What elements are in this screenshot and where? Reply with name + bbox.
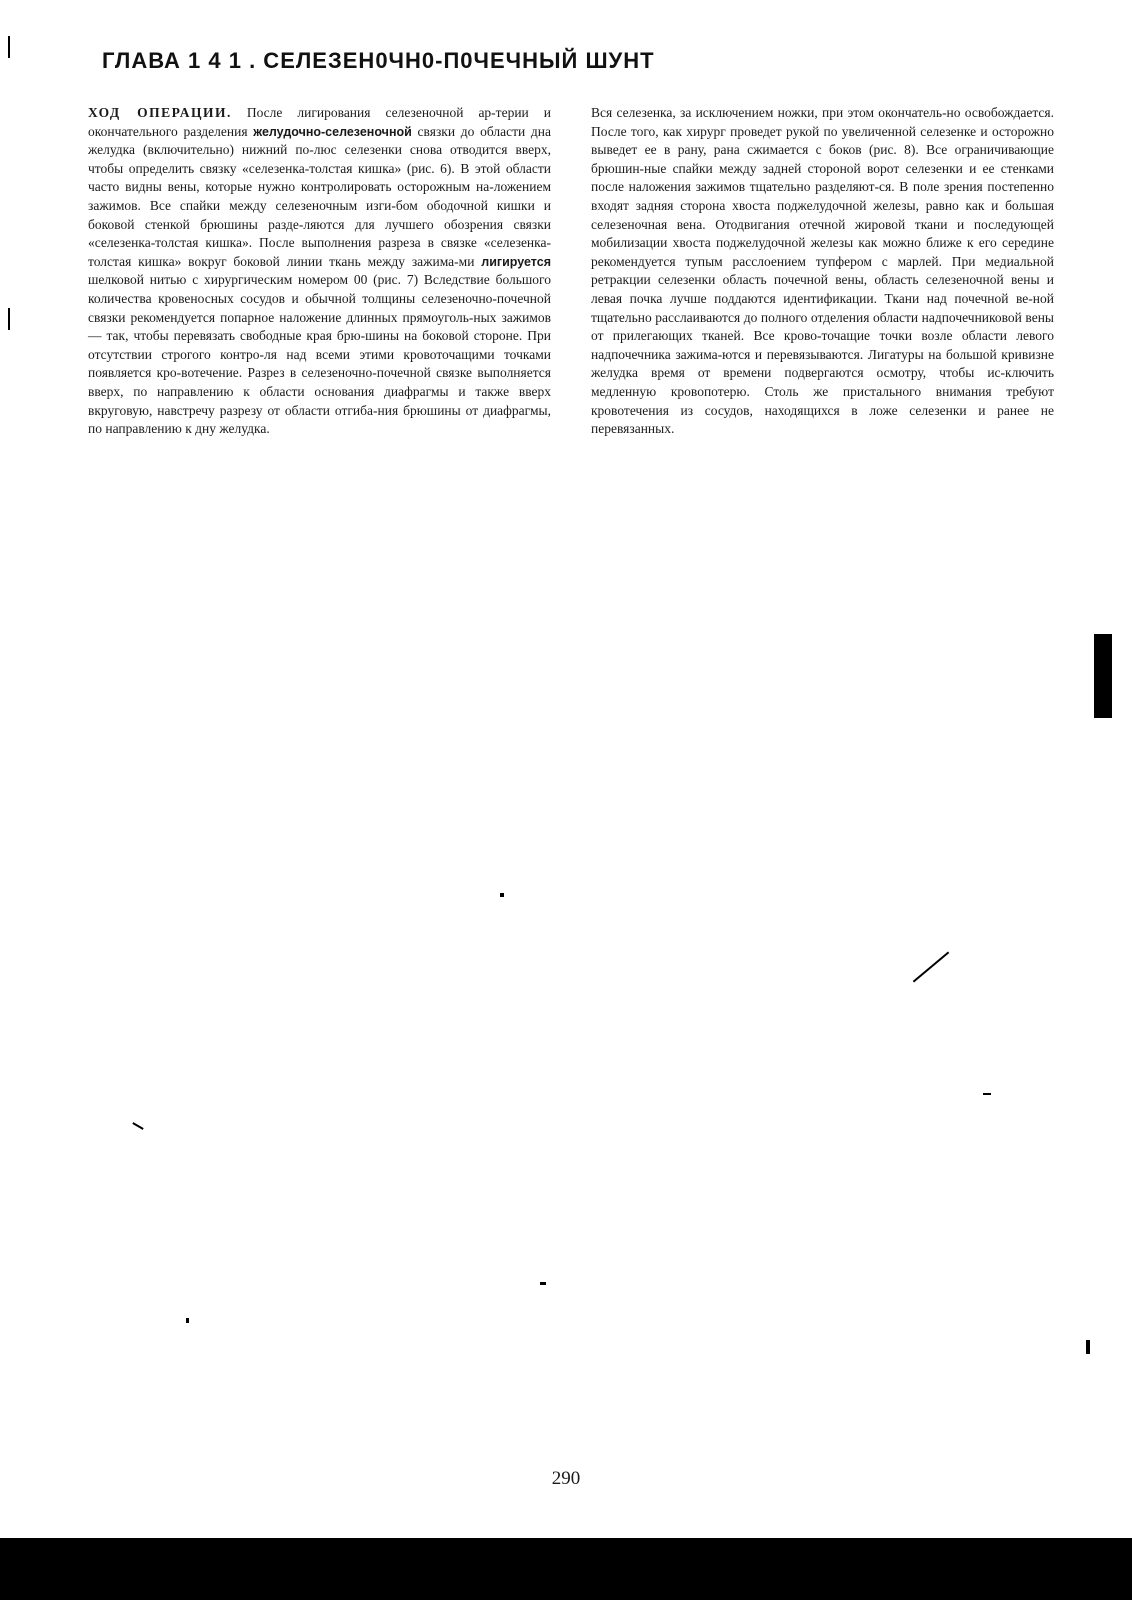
scan-mark [8, 308, 10, 330]
scan-mark [1086, 1340, 1090, 1354]
scan-mark [132, 1122, 143, 1130]
scan-bottom-band [0, 1538, 1132, 1600]
page-number: 290 [551, 1468, 581, 1489]
scan-mark [186, 1318, 189, 1323]
left-text-1: После лигирования селезеночной ар-терии и окончательного разделения [88, 105, 551, 139]
scan-mark [8, 36, 10, 58]
right-column-paragraph: Вся селезенка, за исключением ножки, при этом окончатель-но освобождается. После того, как хирург проведет рукой по увеличенной селезенке и осторожно выведет ее в рану, рана сжимается с боков (рис. 8). Все ограничивающие брюшин-ные спайки между задней стороной ворот селезенки и ее стенками после наложения зажимов тщательно разделяют-ся. В поле зрения постепенно входят задняя сторона хвоста поджелудочной железы, равно как и большая селезеночная вена. Отодвигания отечной жировой ткани и последующей мобилизации хвоста поджелудочной железы как можно ближе к его середине рекомендуется тупым расслоением тупфером с марлей. При медиальной ретракции селезенки область почечной вены, область селезеночной вены и левая почка лучше поддаются идентификации. Ткани над почечной ве-ной тщательно расслаиваются до полного отделения области надпочечниковой вены от прилегающих тканей. Все крово-точащие точки возле области левого надпочечника зажима-ются и перевязываются. Лигатуры на большой кривизне желудка время от времени подвергаются осмотру, чтобы ис-ключить медленную кровопотерю. Столь же пристального внимания требуют кровотечения из сосудов, находящихся в ложе селезенки и ранее не перевязанных. [591, 105, 1054, 437]
scan-mark [983, 1093, 991, 1095]
scan-mark [500, 893, 504, 897]
scan-mark [913, 951, 950, 982]
left-bold-term-1: желудочно-селезеночной [253, 124, 412, 139]
scan-mark [540, 1282, 546, 1285]
left-column-paragraph [88, 104, 551, 439]
left-column [88, 104, 551, 439]
scan-edge-bar [1094, 634, 1112, 718]
chapter-title: ГЛАВА 1 4 1 . СЕЛЕЗЕН0ЧН0-П0ЧЕЧНЫЙ ШУНТ [102, 48, 655, 73]
left-bold-term-2: лигируется [481, 254, 552, 269]
left-text-3: шелковой нитью с хирургическим номером 00 (рис. 7) Вследствие большого количества кровеносных сосудов и обычной толщины селезеночно-почечной связки рекомендуется попарное наложение длинных прямоуголь-ных зажимов — так, чтобы перевязать свободные края брю-шины на боковой стороне. При отсутствии строгого контро-ля над всеми этими кровоточащими точками появляется кро-вотечение. Разрез в селезеночно-почечной связке выполняется вверх, по направлению к области основания диафрагмы и также вверх вкруговую, навстречу разрезу от области отгиба-ния брюшины от диафрагмы, по направлению к дну желудка. [88, 272, 551, 437]
section-lead: ХОД ОПЕРАЦИИ. [88, 105, 232, 120]
left-text-2: связки до области дна желудка (включительно) нижний по-люс селезенки снова отводится вверх, чтобы определить связку «селезенка-толстая кишка» (рис. 6). В этой области часто видны вены, которые нужно контролировать осторожным на-ложением зажимов. Все спайки между селезеночным изги-бом ободочной кишки и боковой стенкой брюшины разде-ляются для лучшего обозрения связки «селезенка-толстая кишка». После выполнения разреза в связке «селезенка-толстая кишка» вокруг боковой линии ткань между зажима-ми [88, 123, 552, 269]
right-column [591, 104, 1054, 439]
